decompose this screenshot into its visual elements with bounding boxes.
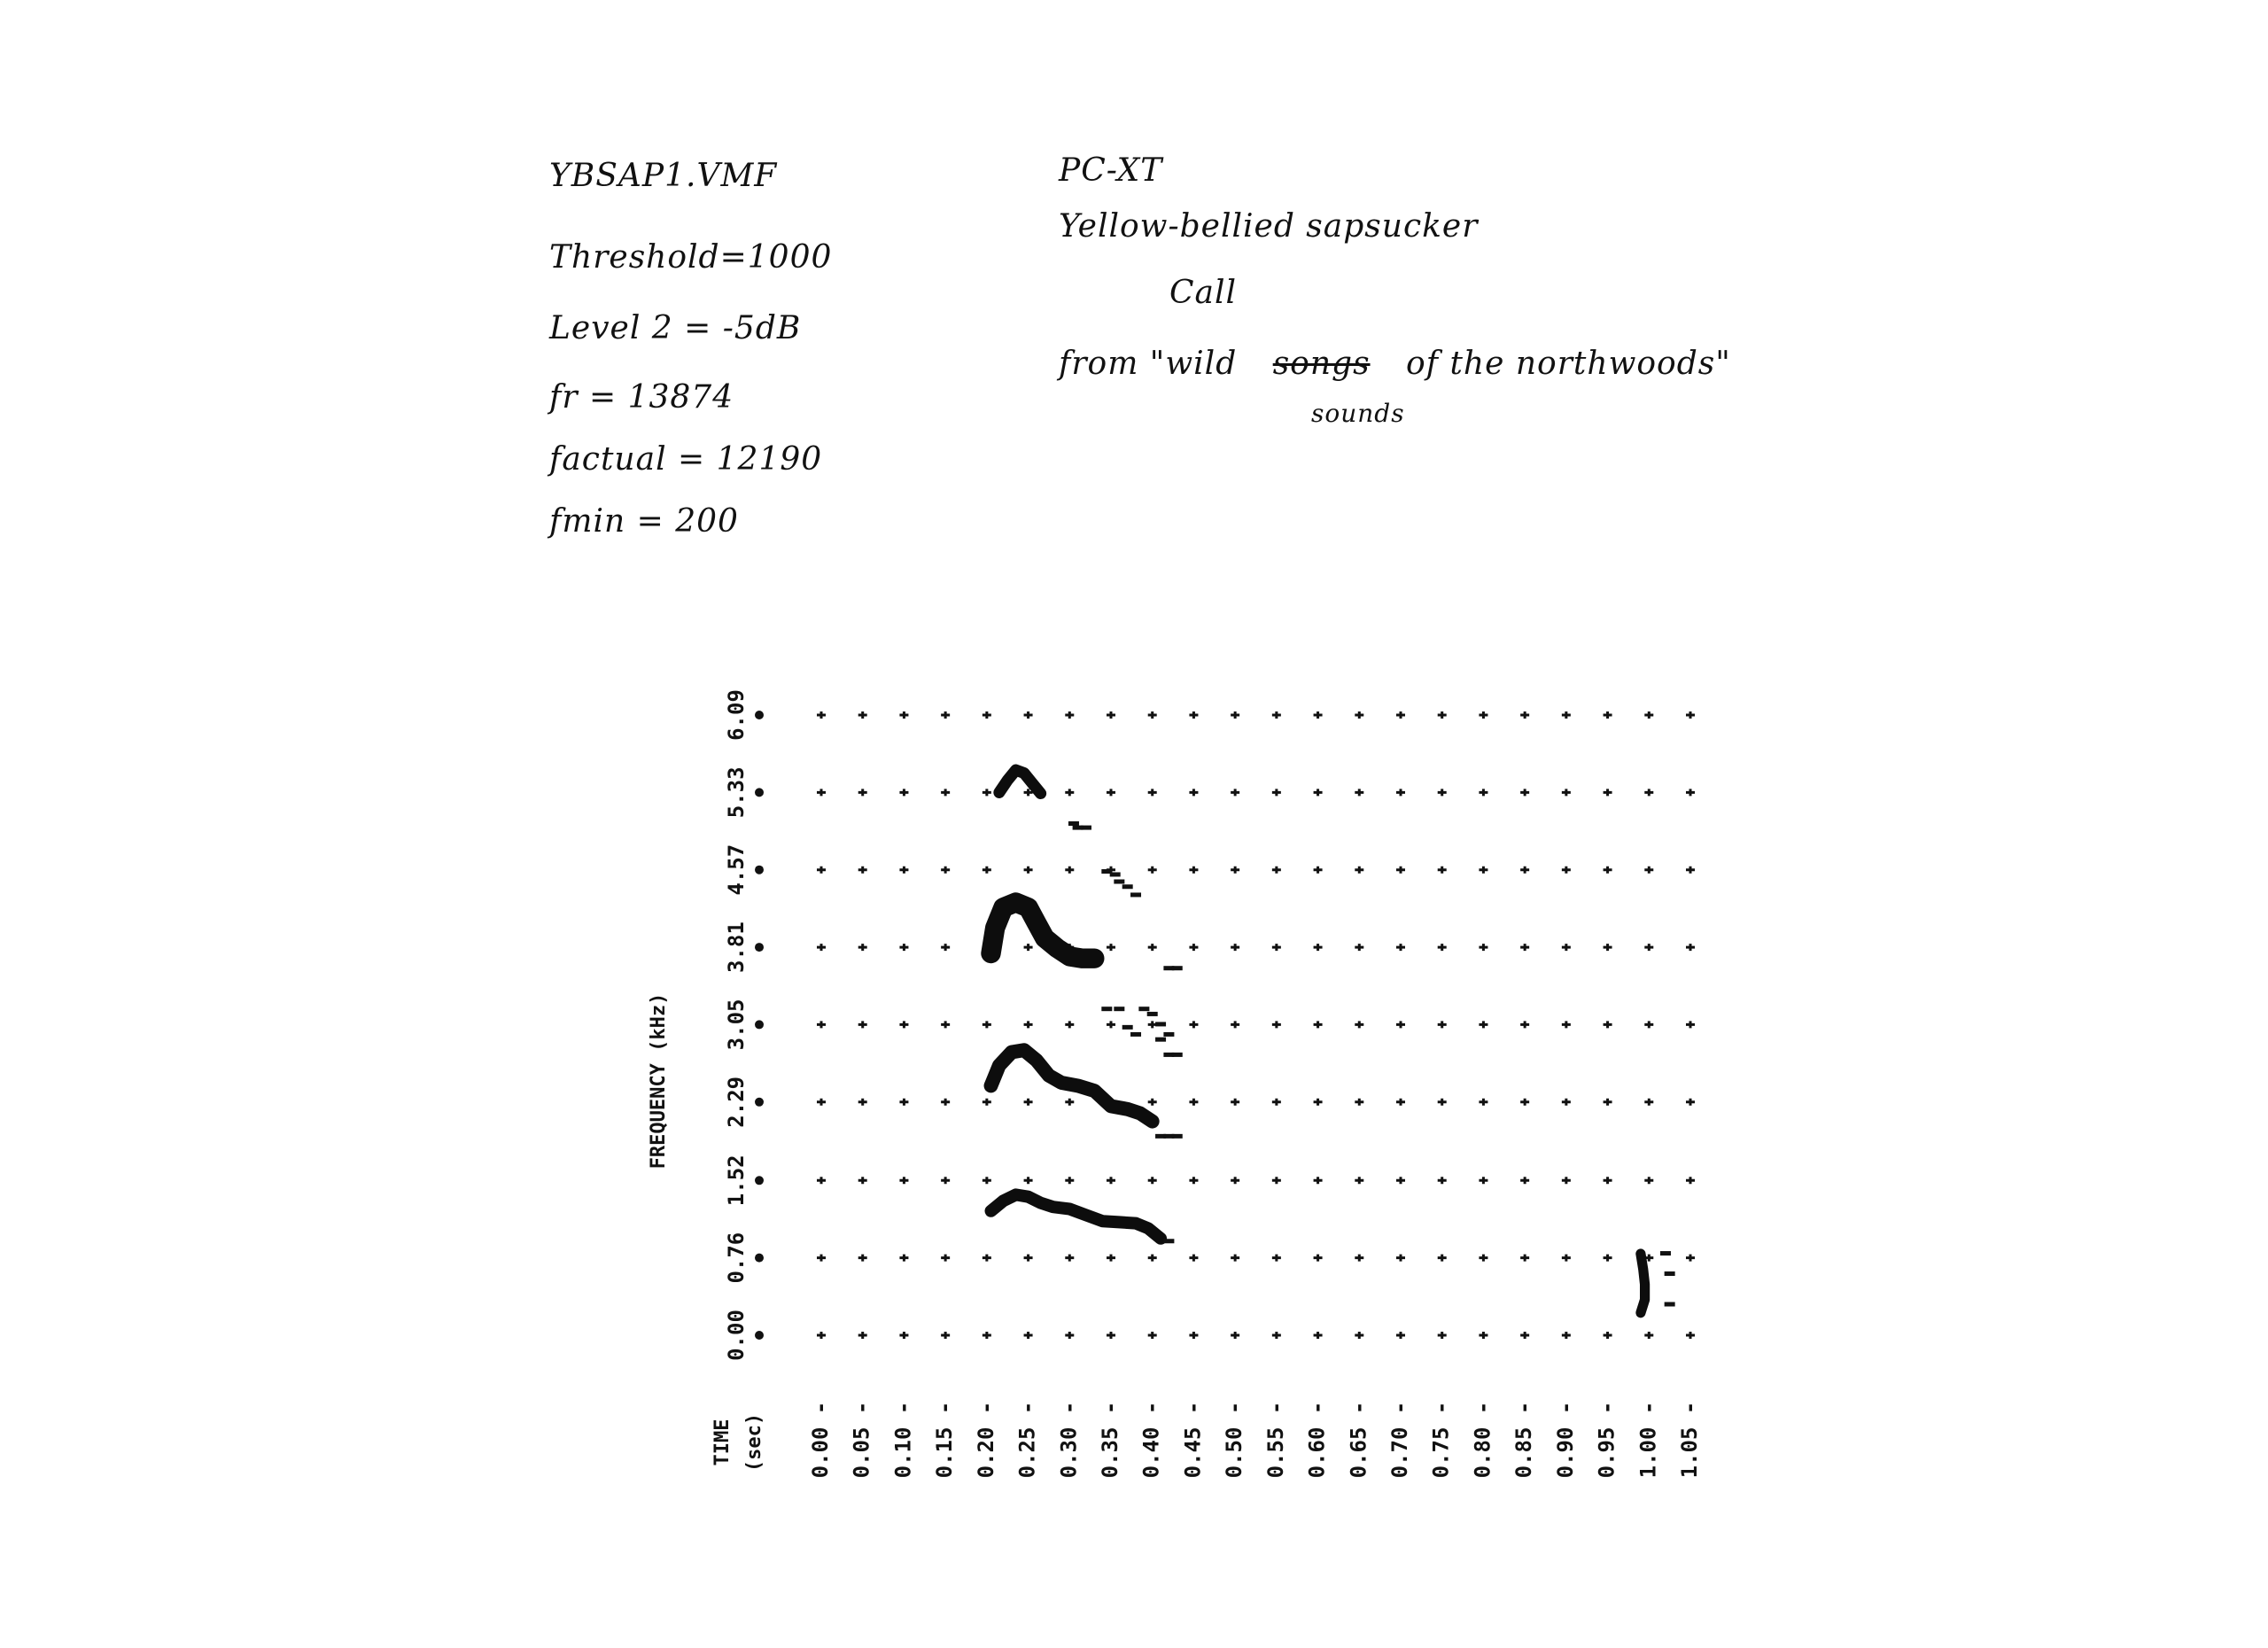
grid-dot xyxy=(1355,711,1363,719)
grid-dot xyxy=(1272,711,1281,719)
scatter-point xyxy=(1163,1032,1174,1037)
x-tick-label: 0.40 - xyxy=(1138,1401,1164,1479)
grid-dot xyxy=(1024,1099,1033,1106)
grid-dot xyxy=(1065,789,1074,796)
grid-dot xyxy=(1107,1332,1115,1339)
grid-dot xyxy=(1479,867,1487,874)
x-tick-label: 1.05 - xyxy=(1677,1401,1702,1479)
grid-dot xyxy=(1024,1177,1033,1184)
grid-dot xyxy=(1479,944,1487,951)
grid-dot xyxy=(817,1177,826,1184)
grid-dot xyxy=(1438,789,1447,796)
grid-dot xyxy=(1479,1255,1487,1262)
scatter-point xyxy=(1147,1012,1158,1016)
grid-dot xyxy=(1604,1021,1612,1028)
grid-dot xyxy=(1644,867,1653,874)
grid-dot xyxy=(1272,1099,1281,1106)
grid-dot xyxy=(1272,789,1281,796)
grid-dot xyxy=(1562,1332,1571,1339)
grid-dot xyxy=(1272,1177,1281,1184)
grid-dot xyxy=(1231,944,1239,951)
grid-dot xyxy=(1396,711,1405,719)
grid-dot xyxy=(1686,1099,1695,1106)
grid-dot xyxy=(1107,789,1115,796)
y-tick-label: 2.29 xyxy=(724,1076,749,1128)
x-tick-labels xyxy=(808,1402,1702,1479)
source-correction-note: sounds xyxy=(1311,399,1405,428)
grid-dot xyxy=(1438,867,1447,874)
x-tick-label: 0.30 - xyxy=(1056,1401,1082,1479)
factual-note: factual = 12190 xyxy=(549,441,823,478)
grid-dot xyxy=(983,1099,991,1106)
x-tick-label: 0.50 - xyxy=(1222,1401,1247,1479)
grid-dot xyxy=(983,867,991,874)
grid-dot xyxy=(1107,1255,1115,1262)
grid-dot xyxy=(1189,711,1198,719)
grid-dot xyxy=(858,1099,867,1106)
grid-dot xyxy=(1231,1255,1239,1262)
blob-harmonic-2 xyxy=(991,1050,1153,1121)
grid-dot xyxy=(1686,789,1695,796)
grid-dot xyxy=(1520,1021,1529,1028)
grid-dot xyxy=(858,1177,867,1184)
grid-dot xyxy=(1479,711,1487,719)
grid-dot xyxy=(1479,789,1487,796)
grid-dot xyxy=(1686,711,1695,719)
grid-dot xyxy=(941,867,950,874)
x-tick-label: 0.90 - xyxy=(1552,1401,1578,1479)
x-axis-title: TIME xyxy=(711,1419,734,1466)
grid-dot xyxy=(1148,1255,1157,1262)
grid-dot xyxy=(983,1255,991,1262)
threshold-note: Threshold=1000 xyxy=(549,239,833,276)
source-rest: of the northwoods" xyxy=(1406,346,1731,382)
x-tick-label: 0.35 - xyxy=(1098,1401,1122,1479)
grid-dot xyxy=(817,1099,826,1106)
y-axis-dot xyxy=(755,788,764,797)
grid-dot xyxy=(1355,1332,1363,1339)
grid-dot xyxy=(1107,711,1115,719)
grid-dot xyxy=(1562,944,1571,951)
grid-dot xyxy=(899,789,908,796)
grid-dot xyxy=(1272,1332,1281,1339)
grid-dot xyxy=(1314,711,1323,719)
grid-dot xyxy=(1355,1177,1363,1184)
grid-dot xyxy=(1024,1021,1033,1028)
x-tick-label: 0.85 - xyxy=(1511,1401,1537,1479)
grid-dot xyxy=(1644,789,1653,796)
grid-dot xyxy=(1520,1099,1529,1106)
grid-dot xyxy=(1644,1021,1653,1028)
grid-dot xyxy=(1686,1255,1695,1262)
grid-dot xyxy=(1024,1255,1033,1262)
scatter-point xyxy=(1114,1007,1124,1011)
grid-dot xyxy=(1604,867,1612,874)
y-tick-label: 1.52 xyxy=(724,1154,749,1207)
grid-dot xyxy=(1396,1021,1405,1028)
grid-dot xyxy=(817,867,826,874)
grid-dot xyxy=(858,1255,867,1262)
grid-dot xyxy=(1065,1332,1074,1339)
grid-dot xyxy=(1396,1332,1405,1339)
grid-dot xyxy=(1396,867,1405,874)
grid-dot xyxy=(1562,711,1571,719)
grid-dot xyxy=(1644,1177,1653,1184)
grid-dot xyxy=(1604,789,1612,796)
y-axis-dot xyxy=(755,1254,764,1263)
grid-dot xyxy=(1314,1255,1323,1262)
grid-dot xyxy=(983,789,991,796)
grid-dot xyxy=(817,944,826,951)
signal-blobs xyxy=(991,770,1645,1313)
grid-dot xyxy=(1065,1177,1074,1184)
x-tick-label: 0.70 - xyxy=(1387,1401,1412,1479)
grid-dot xyxy=(1231,1099,1239,1106)
grid-dot xyxy=(1520,789,1529,796)
grid-dot xyxy=(899,1332,908,1339)
y-tick-label: 3.81 xyxy=(724,921,749,973)
grid-dot xyxy=(1272,867,1281,874)
grid-dot xyxy=(1148,711,1157,719)
grid-dot xyxy=(941,944,950,951)
grid-dot xyxy=(1520,944,1529,951)
grid-dot xyxy=(1148,1099,1157,1106)
grid-dot xyxy=(858,944,867,951)
grid-dot xyxy=(1148,867,1157,874)
grid-dot xyxy=(817,789,826,796)
grid-dot xyxy=(1438,1099,1447,1106)
grid-dot xyxy=(1107,1021,1115,1028)
filename-note: YBSAP1.VMF xyxy=(549,158,778,194)
grid-dot xyxy=(1314,789,1323,796)
grid-dot xyxy=(858,867,867,874)
scatter-point xyxy=(1172,966,1183,970)
scatter-point xyxy=(1138,1007,1149,1011)
grid-dot xyxy=(1189,1021,1198,1028)
grid-dot xyxy=(1107,1177,1115,1184)
grid-dot xyxy=(941,711,950,719)
x-tick-label: 0.60 - xyxy=(1304,1401,1330,1479)
grid-dot xyxy=(1562,1177,1571,1184)
grid-dot xyxy=(1024,944,1033,951)
x-tick-label: 0.05 - xyxy=(849,1401,874,1479)
y-axis-dot xyxy=(755,1176,764,1185)
grid-dot xyxy=(899,867,908,874)
grid-dot xyxy=(1520,867,1529,874)
grid-dot xyxy=(1438,1255,1447,1262)
grid-dot xyxy=(1644,1099,1653,1106)
grid-dot xyxy=(1479,1332,1487,1339)
grid-dot xyxy=(1520,1177,1529,1184)
grid-dot xyxy=(1189,1255,1198,1262)
grid-dot xyxy=(1231,1021,1239,1028)
grid-dots xyxy=(755,711,1695,1340)
y-tick-labels xyxy=(724,689,749,1361)
x-tick-label: 0.75 - xyxy=(1428,1401,1454,1479)
grid-dot xyxy=(1438,1332,1447,1339)
grid-dot xyxy=(858,711,867,719)
grid-dot xyxy=(1189,789,1198,796)
grid-dot xyxy=(1604,944,1612,951)
grid-dot xyxy=(1479,1099,1487,1106)
grid-dot xyxy=(1686,1332,1695,1339)
grid-dot xyxy=(1604,1099,1612,1106)
scatter-point xyxy=(1110,872,1121,876)
y-axis-dot xyxy=(755,866,764,875)
grid-dot xyxy=(1396,944,1405,951)
scatter-point xyxy=(1155,1038,1166,1042)
x-tick-label: 0.80 - xyxy=(1470,1401,1495,1479)
grid-dot xyxy=(1479,1021,1487,1028)
x-tick-label: 0.45 - xyxy=(1180,1401,1206,1479)
grid-dot xyxy=(1644,711,1653,719)
x-tick-label: 0.55 - xyxy=(1262,1401,1288,1479)
x-tick-label: 0.00 - xyxy=(808,1401,833,1479)
y-axis-dot xyxy=(755,1331,764,1340)
x-tick-label: 0.65 - xyxy=(1346,1401,1371,1479)
y-tick-label: 0.76 xyxy=(724,1232,749,1284)
grid-dot xyxy=(1644,1332,1653,1339)
y-tick-label: 0.00 xyxy=(724,1310,749,1361)
grid-dot xyxy=(1189,1177,1198,1184)
grid-dot xyxy=(983,1021,991,1028)
y-axis-dot xyxy=(755,1098,764,1107)
grid-dot xyxy=(1065,1255,1074,1262)
grid-dot xyxy=(1396,1099,1405,1106)
grid-dot xyxy=(1438,711,1447,719)
grid-dot xyxy=(1314,867,1323,874)
source-from: from "wild xyxy=(1059,346,1238,382)
y-tick-label: 5.33 xyxy=(724,766,749,819)
grid-dot xyxy=(1189,1099,1198,1106)
grid-dot xyxy=(1644,944,1653,951)
scatter-point xyxy=(1130,1032,1141,1037)
grid-dot xyxy=(1148,1177,1157,1184)
grid-dot xyxy=(1686,1177,1695,1184)
grid-dot xyxy=(899,1099,908,1106)
grid-dot xyxy=(1272,1021,1281,1028)
grid-dot xyxy=(1024,867,1033,874)
grid-dot xyxy=(1189,867,1198,874)
scatter-point xyxy=(1172,1134,1183,1139)
grid-dot xyxy=(1314,944,1323,951)
scatter-point xyxy=(1163,1239,1174,1243)
grid-dot xyxy=(1231,1177,1239,1184)
grid-dot xyxy=(899,1021,908,1028)
grid-dot xyxy=(1065,867,1074,874)
blob-harmonic-1 xyxy=(991,1194,1161,1238)
source-struck-word: songs xyxy=(1272,346,1371,382)
grid-dot xyxy=(941,1332,950,1339)
grid-dot xyxy=(858,1332,867,1339)
y-axis-dot xyxy=(755,711,764,719)
grid-dot xyxy=(1604,1177,1612,1184)
computer-note: PC-XT xyxy=(1059,152,1163,189)
call-type-note: Call xyxy=(1169,275,1238,311)
grid-dot xyxy=(1396,1255,1405,1262)
grid-dot xyxy=(1231,711,1239,719)
grid-dot xyxy=(1148,789,1157,796)
grid-dot xyxy=(817,1255,826,1262)
scatter-point xyxy=(1122,1025,1133,1030)
grid-dot xyxy=(1438,1177,1447,1184)
blob-harmonic-4 xyxy=(999,770,1041,793)
grid-dot xyxy=(1520,711,1529,719)
grid-dot xyxy=(983,711,991,719)
grid-dot xyxy=(1355,1255,1363,1262)
grid-dot xyxy=(1314,1099,1323,1106)
grid-dot xyxy=(1562,789,1571,796)
grid-dot xyxy=(941,1177,950,1184)
grid-dot xyxy=(1355,1099,1363,1106)
grid-dot xyxy=(1355,944,1363,951)
y-axis-title: FREQUENCY (kHz) xyxy=(648,992,670,1170)
scatter-point xyxy=(1155,1022,1166,1026)
grid-dot xyxy=(899,711,908,719)
species-note: Yellow-bellied sapsucker xyxy=(1059,208,1479,245)
grid-dot xyxy=(1438,1021,1447,1028)
x-tick-label: 0.25 - xyxy=(1014,1401,1040,1479)
scatter-point xyxy=(1114,880,1124,884)
y-axis-dot xyxy=(755,1020,764,1029)
y-tick-label: 6.09 xyxy=(724,689,749,741)
grid-dot xyxy=(1148,1332,1157,1339)
grid-dot xyxy=(1272,944,1281,951)
y-tick-label: 4.57 xyxy=(724,843,749,896)
grid-dot xyxy=(1604,1332,1612,1339)
grid-dot xyxy=(941,1255,950,1262)
grid-dot xyxy=(1396,789,1405,796)
grid-dot xyxy=(1479,1177,1487,1184)
y-axis-dot xyxy=(755,943,764,952)
x-tick-label: 1.00 - xyxy=(1635,1401,1661,1479)
grid-dot xyxy=(1231,1332,1239,1339)
grid-dot xyxy=(1231,867,1239,874)
grid-dot xyxy=(1355,867,1363,874)
grid-dot xyxy=(1314,1021,1323,1028)
grid-dot xyxy=(1686,867,1695,874)
grid-dot xyxy=(1520,1255,1529,1262)
grid-dot xyxy=(1562,867,1571,874)
x-tick-label: 0.10 - xyxy=(890,1401,916,1479)
x-tick-label: 0.15 - xyxy=(932,1401,958,1479)
scatter-point xyxy=(1073,826,1084,830)
scatter-point xyxy=(1172,1053,1183,1057)
grid-dot xyxy=(1396,1177,1405,1184)
grid-dot xyxy=(1438,944,1447,951)
grid-dot xyxy=(1562,1099,1571,1106)
grid-dot xyxy=(1314,1332,1323,1339)
grid-dot xyxy=(1562,1255,1571,1262)
grid-dot xyxy=(1272,1255,1281,1262)
x-axis-unit: (sec) xyxy=(743,1412,765,1473)
scatter-point xyxy=(1122,884,1133,889)
grid-dot xyxy=(899,1177,908,1184)
grid-dot xyxy=(1107,944,1115,951)
level-note: Level 2 = -5dB xyxy=(549,310,802,346)
grid-dot xyxy=(1231,789,1239,796)
grid-dot xyxy=(983,1177,991,1184)
grid-dot xyxy=(1189,1332,1198,1339)
grid-dot xyxy=(817,711,826,719)
grid-dot xyxy=(858,789,867,796)
grid-dot xyxy=(899,1255,908,1262)
grid-dot xyxy=(1355,1021,1363,1028)
grid-dot xyxy=(1065,711,1074,719)
x-tick-label: 0.20 - xyxy=(973,1401,998,1479)
grid-dot xyxy=(1314,1177,1323,1184)
fr-note: fr = 13874 xyxy=(549,379,734,416)
grid-dot xyxy=(1562,1021,1571,1028)
blob-harmonic-3 xyxy=(991,903,1095,959)
grid-dot xyxy=(899,944,908,951)
grid-dot xyxy=(1189,944,1198,951)
grid-dot xyxy=(1355,789,1363,796)
grid-dot xyxy=(817,1021,826,1028)
scatter-point xyxy=(1068,821,1079,826)
grid-dot xyxy=(1604,711,1612,719)
x-tick-label: 0.95 - xyxy=(1594,1401,1619,1479)
grid-dot xyxy=(858,1021,867,1028)
grid-dot xyxy=(1686,944,1695,951)
scatter-point xyxy=(1660,1251,1671,1255)
grid-dot xyxy=(1686,1021,1695,1028)
blob-noise-burst xyxy=(1641,1254,1645,1313)
grid-dot xyxy=(941,1099,950,1106)
grid-dot xyxy=(1065,1099,1074,1106)
grid-dot xyxy=(1520,1332,1529,1339)
scatter-point xyxy=(1665,1302,1675,1307)
grid-dot xyxy=(1148,944,1157,951)
grid-dot xyxy=(941,1021,950,1028)
grid-dot xyxy=(941,789,950,796)
grid-dot xyxy=(1604,1255,1612,1262)
scatter-point xyxy=(1130,892,1141,897)
grid-dot xyxy=(1024,711,1033,719)
grid-dot xyxy=(1024,1332,1033,1339)
grid-dot xyxy=(983,1332,991,1339)
scatter-point xyxy=(1665,1271,1675,1276)
fmin-note: fmin = 200 xyxy=(549,503,739,540)
y-tick-label: 3.05 xyxy=(724,999,749,1051)
grid-dot xyxy=(817,1332,826,1339)
grid-dot xyxy=(1065,1021,1074,1028)
scatter-point xyxy=(1101,1007,1112,1011)
